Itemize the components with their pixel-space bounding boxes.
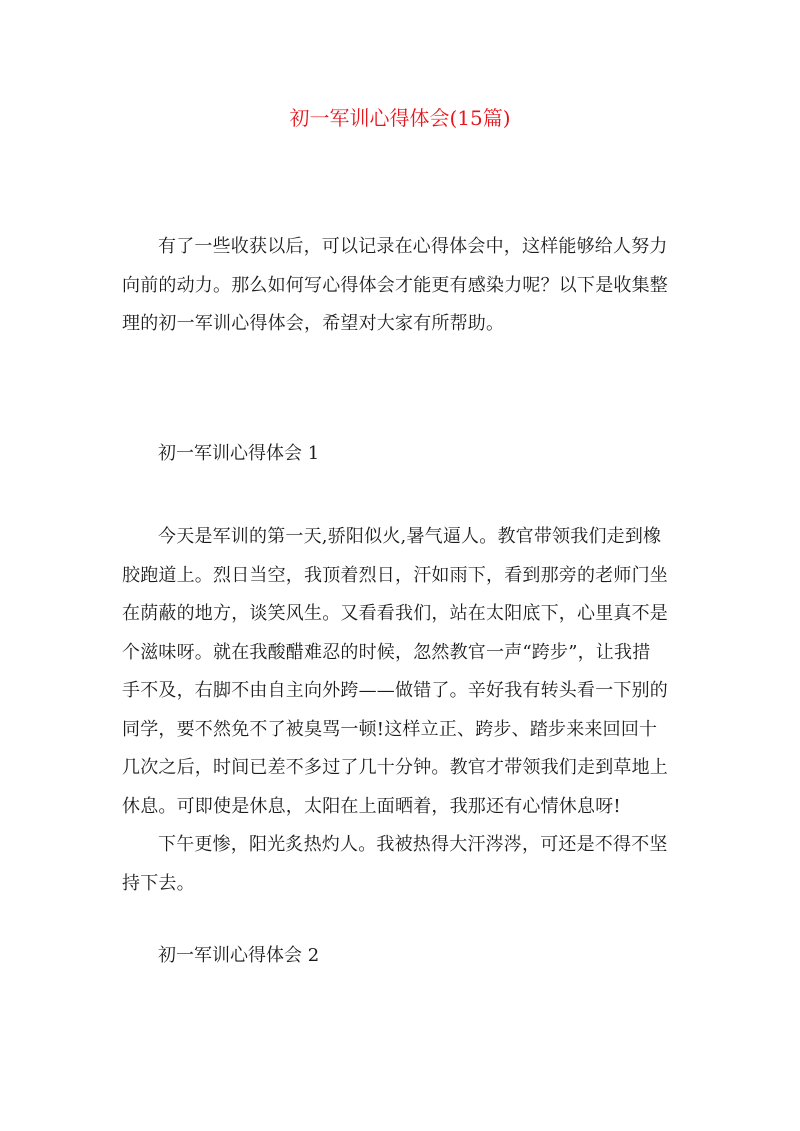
- intro-line: 有了一些收获以后，可以记录在心得体会中，这样能够给人努力: [158, 236, 668, 257]
- intro-line: 理的初一军训心得体会，希望对大家有所帮助。: [122, 313, 505, 334]
- section1-paragraph-2: [122, 826, 696, 903]
- paragraph-line: 持下去。: [122, 872, 195, 894]
- paragraph-line: 今天是军训的第一天,骄阳似火,暑气逼人。教官带领我们走到橡: [158, 526, 662, 547]
- paragraph-line: 下午更惨，阳光炙热灼人。我被热得大汗涔涔，可还是不得不坚: [158, 834, 668, 855]
- section-heading-2: 初一军训心得体会 2: [158, 945, 320, 966]
- paragraph-line: 胶跑道上。烈日当空，我顶着烈日，汗如雨下，看到那旁的老师门坐: [122, 564, 668, 586]
- paragraph-line: 休息。可即使是休息，太阳在上面晒着，我那还有心情休息呀!: [122, 795, 621, 817]
- paragraph-line: 个滋味呀。就在我酸醋难忍的时候，忽然教官一声“跨步”，让我措: [122, 641, 651, 663]
- document-title: 初一军训心得体会(15篇): [289, 106, 511, 130]
- section-heading-1: 初一军训心得体会 1: [158, 443, 320, 464]
- paragraph-line: 在荫蔽的地方，谈笑风生。又看看我们，站在太阳底下，心里真不是: [122, 603, 668, 624]
- paragraph-line: 同学，要不然免不了被臭骂一顿!这样立正、跨步、踏步来来回回十: [122, 718, 658, 740]
- intro-paragraph: [122, 228, 696, 344]
- section1-paragraph-1: [122, 518, 696, 826]
- paragraph-line: 手不及，右脚不由自主向外跨——做错了。辛好我有转头看一下别的: [122, 680, 668, 701]
- intro-line: 向前的动力。那么如何写心得体会才能更有感染力呢？以下是收集整: [122, 274, 668, 296]
- paragraph-line: 几次之后，时间已差不多过了几十分钟。教官才带领我们走到草地上: [122, 757, 668, 778]
